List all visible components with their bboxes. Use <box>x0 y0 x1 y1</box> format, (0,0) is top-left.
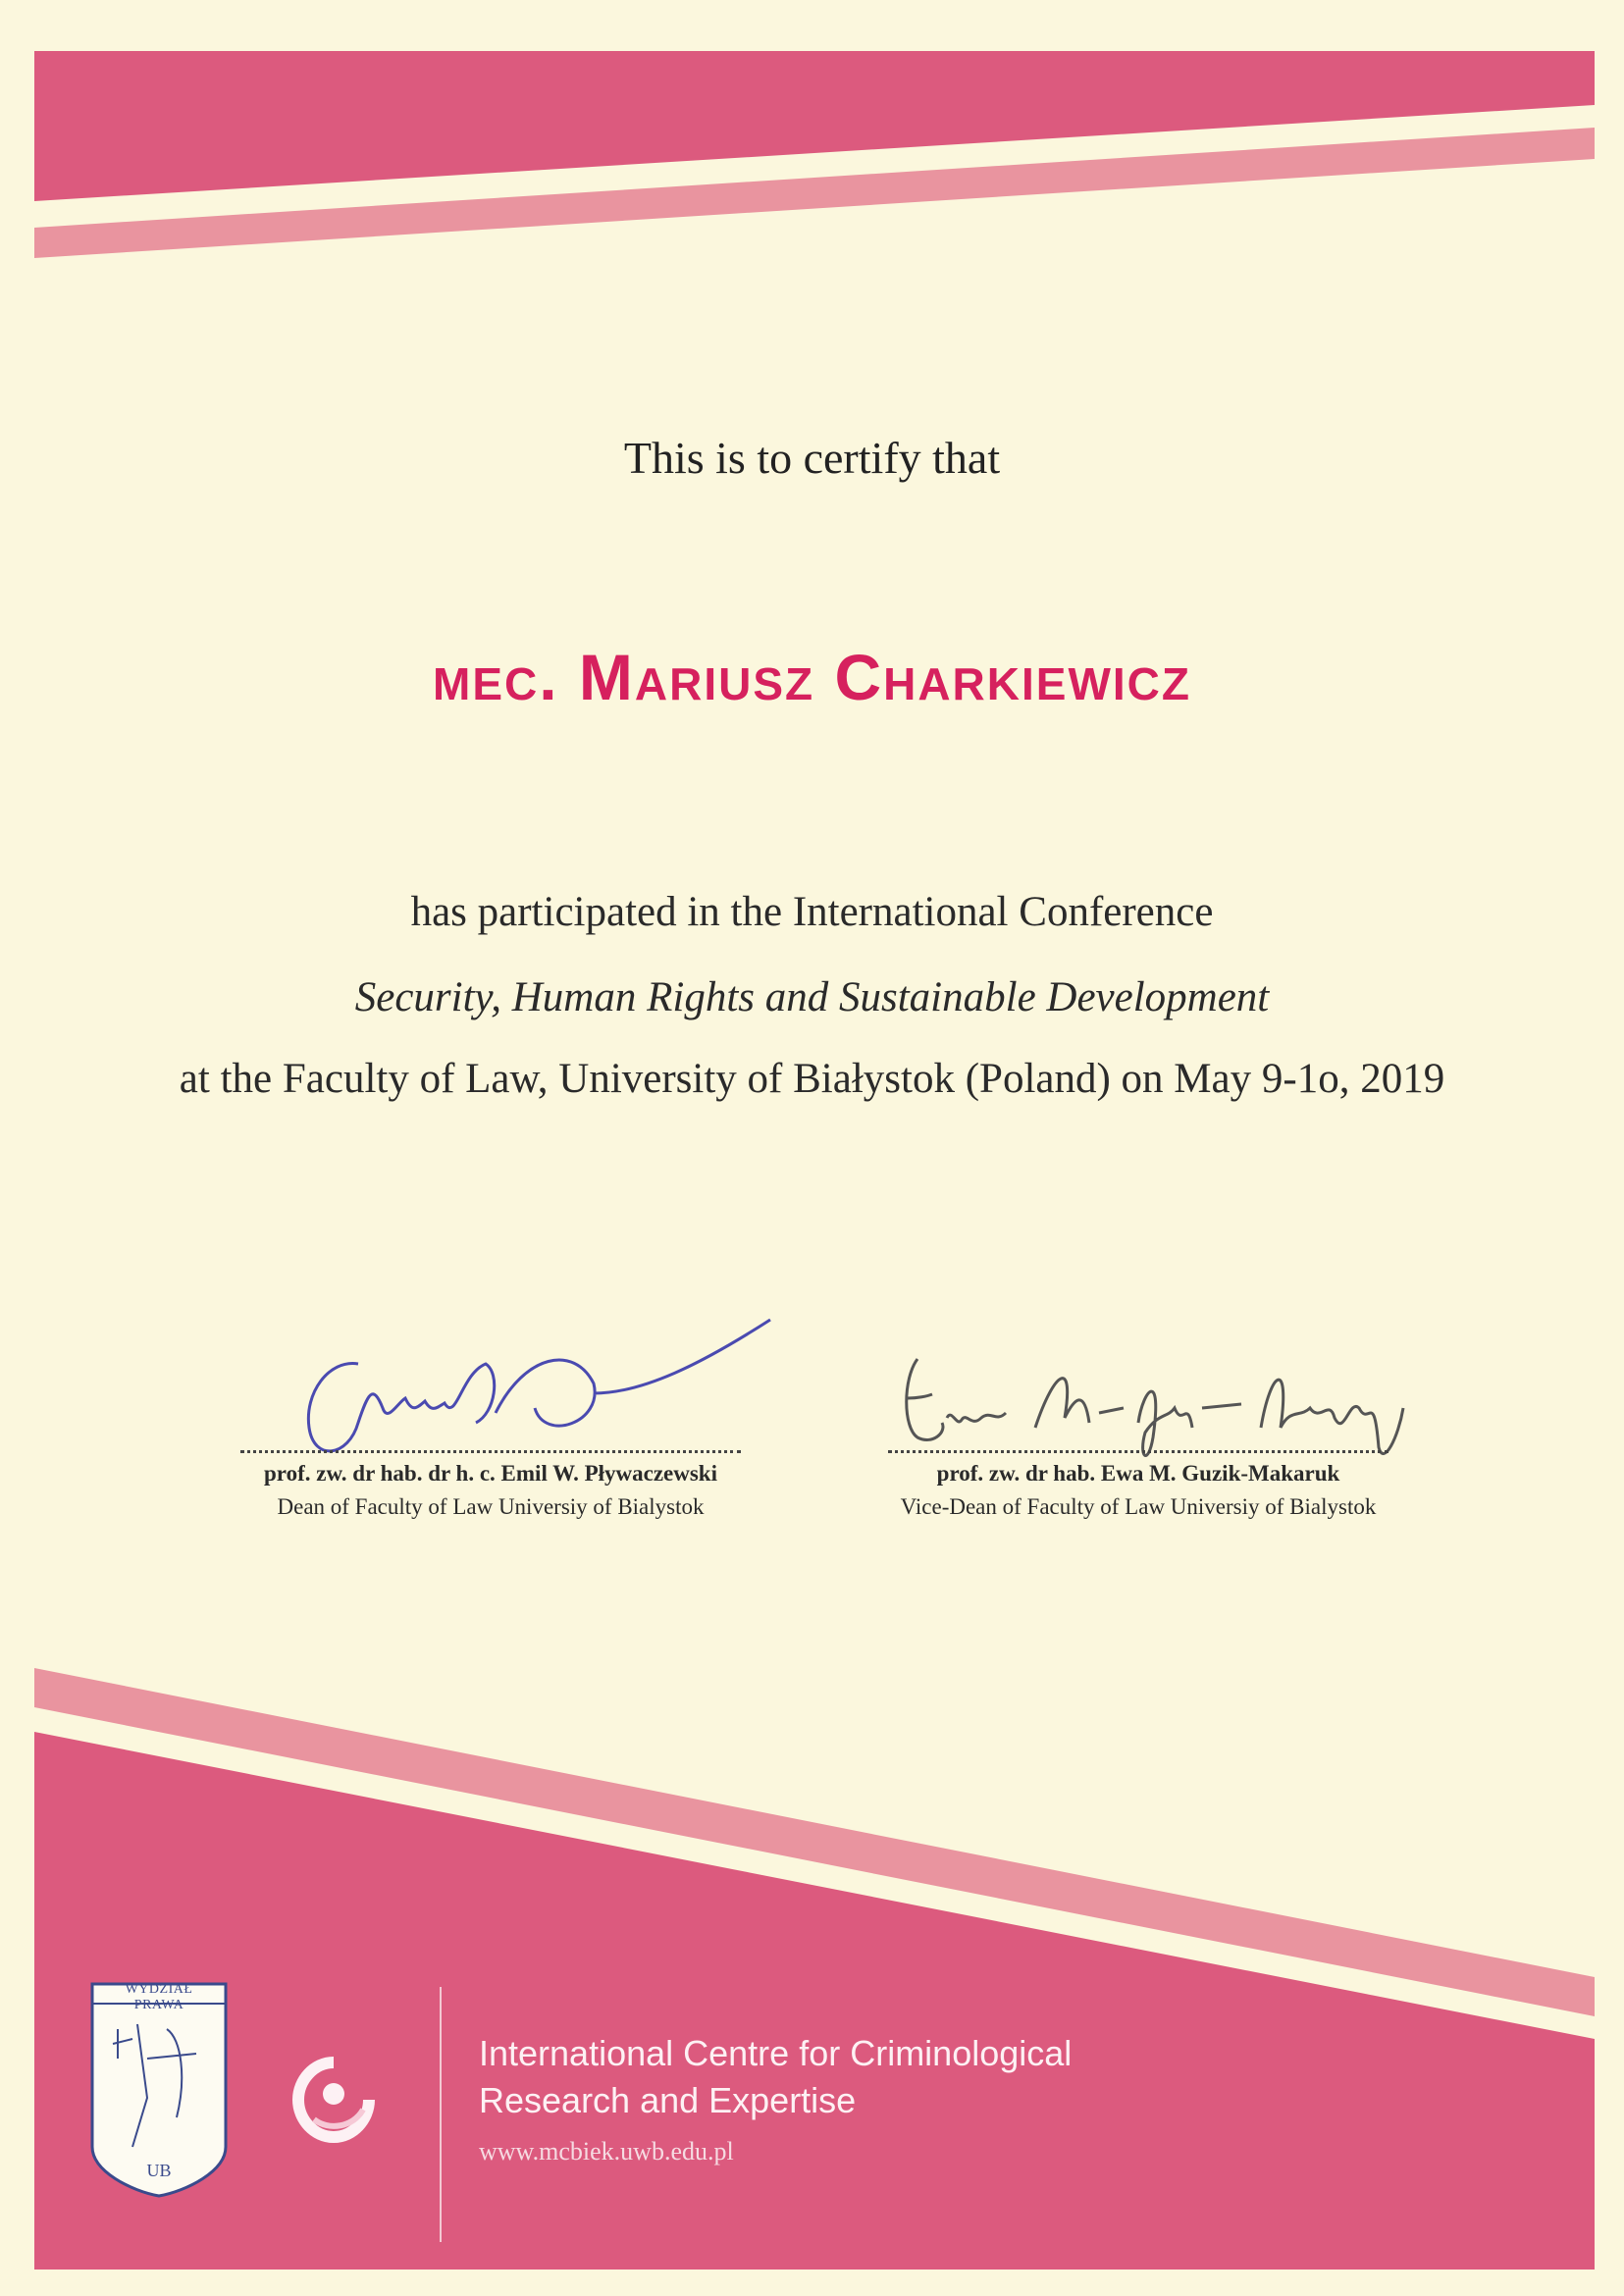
centre-logo <box>285 2051 383 2149</box>
dean-role: Dean of Faculty of Law Universiy of Bialystok <box>277 1494 705 1519</box>
vice-dean-role: Vice-Dean of Faculty of Law Universiy of Bialystok <box>900 1494 1377 1519</box>
crest-caption: WYDZIAŁ PRAWA <box>125 1982 193 2012</box>
participation-line: has participated in the International Conference <box>410 889 1214 935</box>
signature-dotted-line <box>888 1450 1388 1453</box>
dean-signature <box>289 1315 780 1472</box>
conference-title: Security, Human Rights and Sustainable Development <box>354 974 1270 1020</box>
recipient-name: mec. Mariusz Charkiewicz <box>433 641 1191 713</box>
dean-signature-block <box>216 1450 765 1520</box>
signature-dotted-line <box>240 1450 741 1453</box>
faculty-crest-logo <box>88 1980 230 2203</box>
centre-name-line2: Research and Expertise <box>479 2080 857 2120</box>
certify-intro: This is to certify that <box>623 433 1001 483</box>
dean-name: prof. zw. dr hab. dr h. c. Emil W. Pływaczewski <box>264 1461 717 1486</box>
vice-dean-signature-block <box>864 1450 1413 1520</box>
svg-text:UB: UB <box>146 2161 172 2180</box>
venue-date-line: at the Faculty of Law, University of Białystok (Poland) on May 9-1o, 2019 <box>179 1056 1445 1102</box>
centre-name-line1: International Centre for Criminological <box>479 2033 1073 2073</box>
bottom-band-dark <box>34 1732 1595 2270</box>
centre-url-link[interactable]: www.mcbiek.uwb.edu.pl <box>479 2137 734 2166</box>
vice-dean-name: prof. zw. dr hab. Ewa M. Guzik-Makaruk <box>936 1461 1340 1486</box>
footer-divider <box>440 1987 442 2242</box>
